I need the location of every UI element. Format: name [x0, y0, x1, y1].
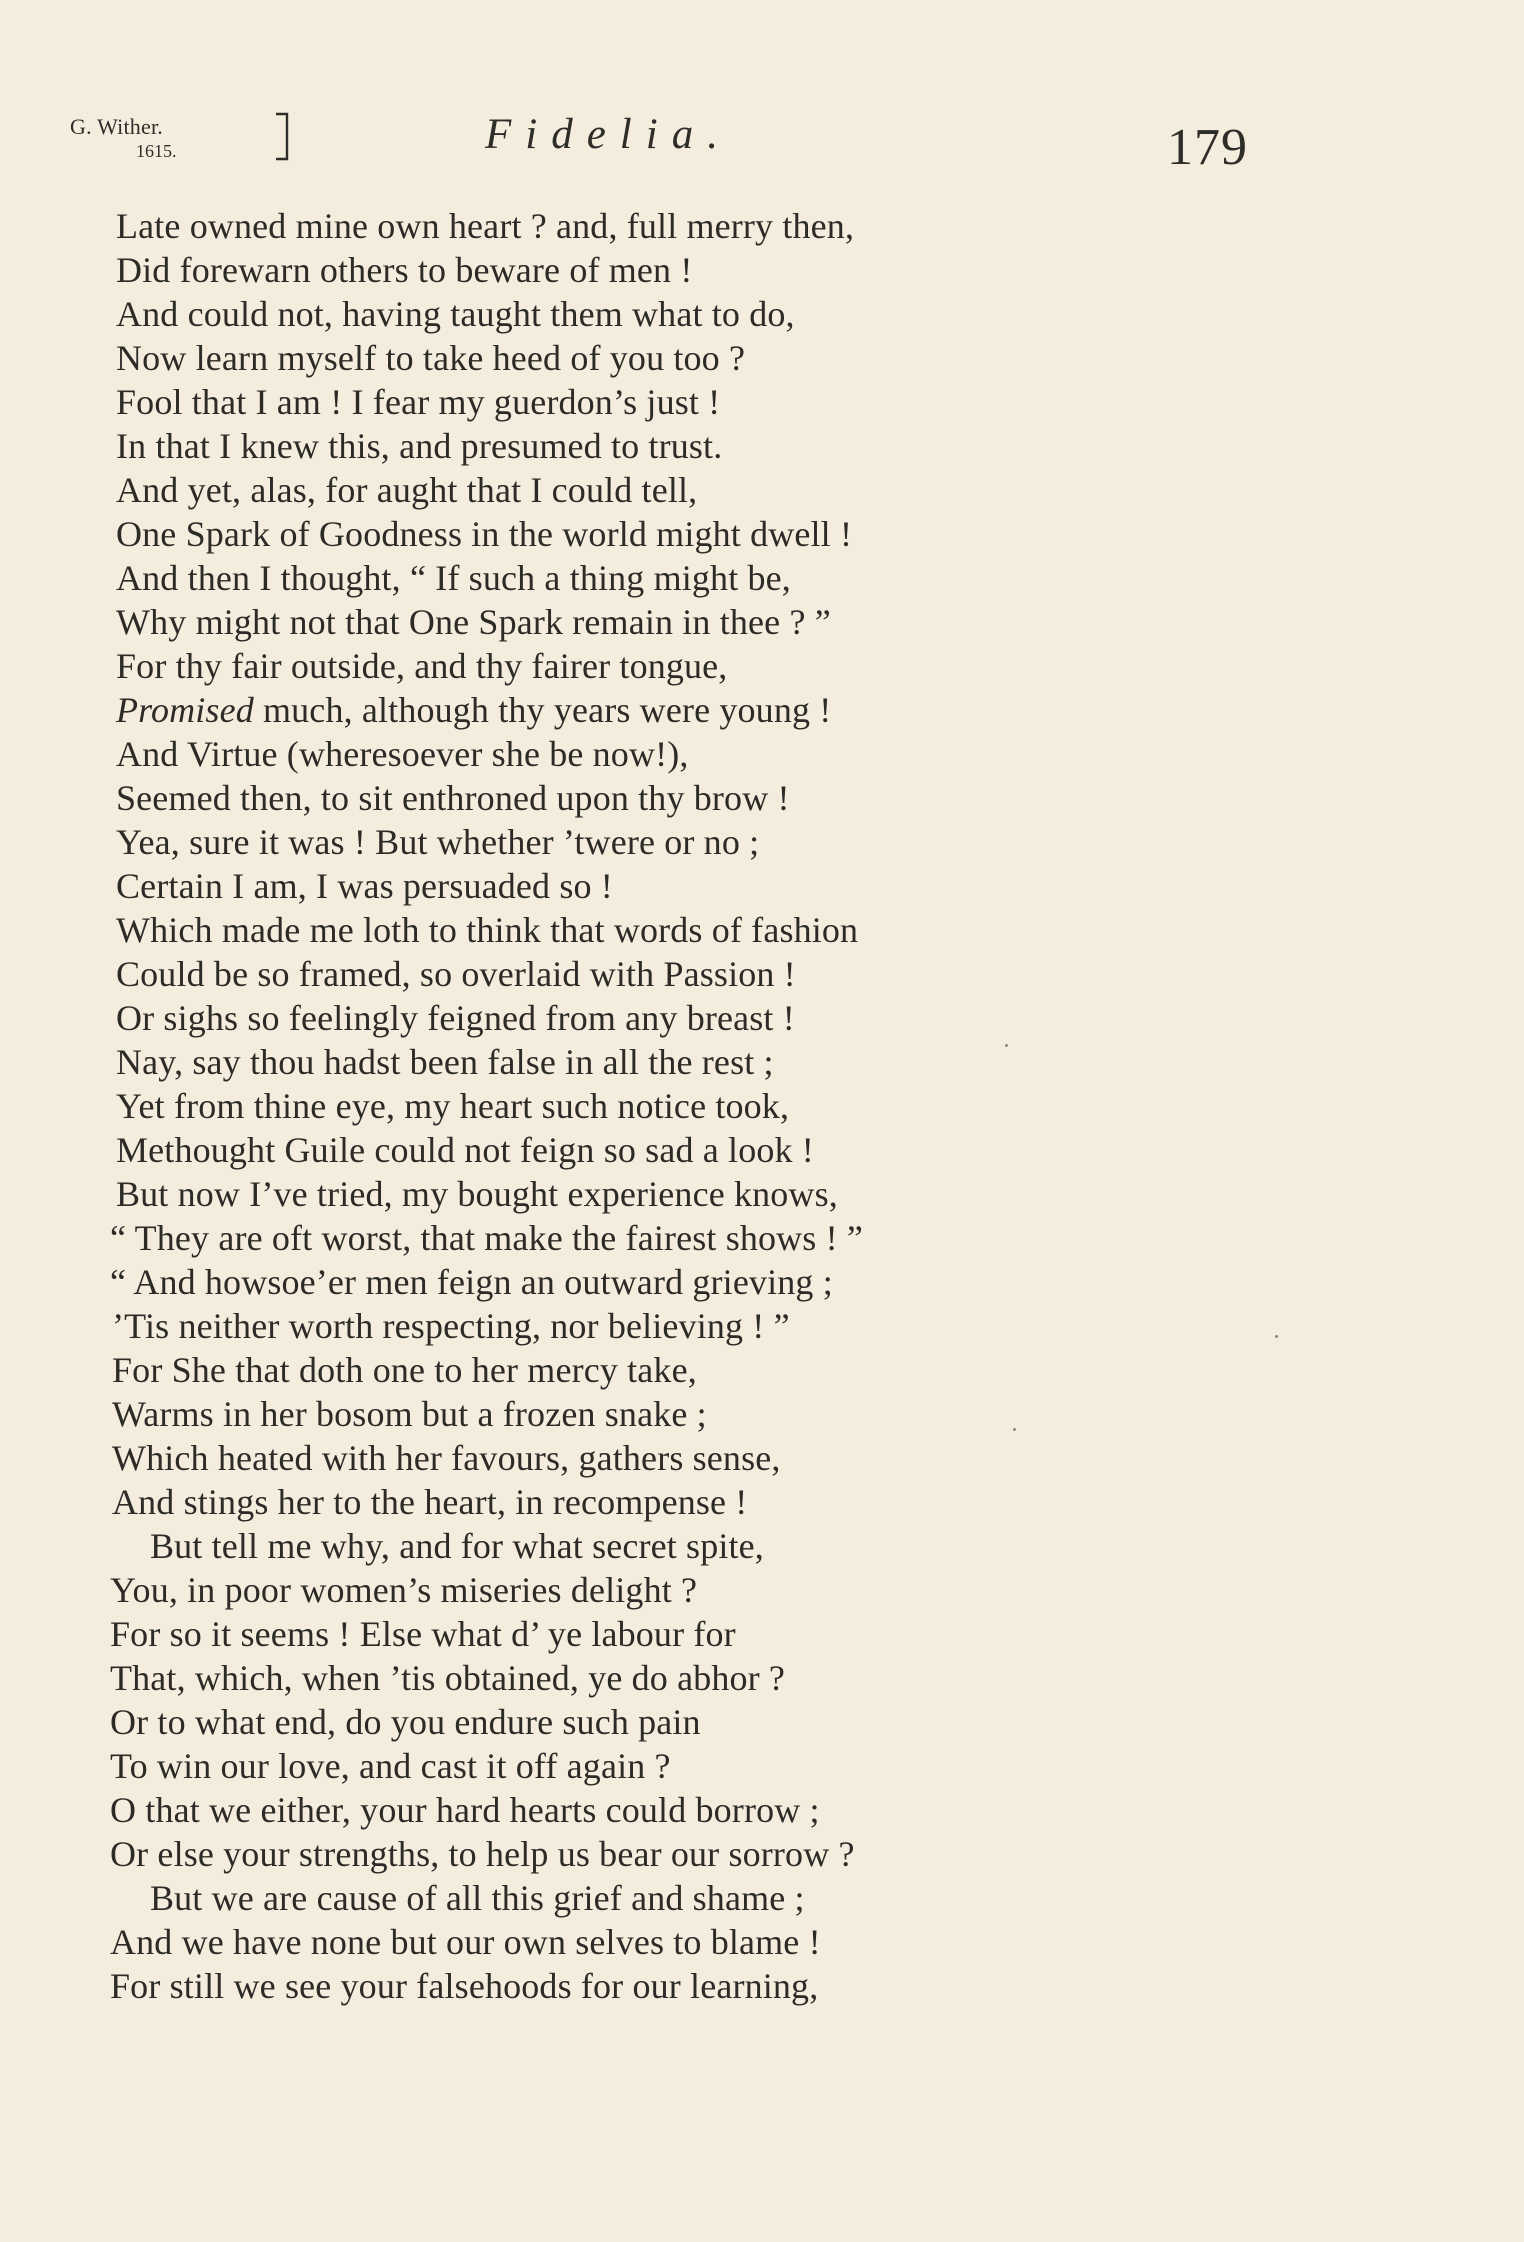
poem-line-21: Yet from thine eye, my heart such notice took,	[116, 1086, 790, 1126]
poem-line-30: And stings her to the heart, in recompense !	[112, 1482, 748, 1522]
poem-line-12-rest: much, although thy years were young !	[253, 690, 832, 730]
poem-line-12	[116, 692, 831, 728]
poem-line-2: Did forewarn others to beware of men !	[116, 250, 693, 290]
poem-line-8: One Spark of Goodness in the world might dwell !	[116, 514, 853, 554]
poem-line-39: But we are cause of all this grief and shame ;	[150, 1878, 805, 1918]
poem-line-3: And could not, having taught them what to do,	[116, 294, 795, 334]
poem-line-4: Now learn myself to take heed of you too ?	[116, 338, 746, 378]
poem-line-35: Or to what end, do you endure such pain	[110, 1702, 701, 1742]
poem-line-29: Which heated with her favours, gathers sense,	[112, 1438, 781, 1478]
poem-line-11: For thy fair outside, and thy fairer tongue,	[116, 646, 728, 686]
poem-line-7: And yet, alas, for aught that I could tell,	[116, 470, 698, 510]
poem-line-10: Why might not that One Spark remain in thee ? ”	[116, 602, 831, 642]
poem-line-18: Could be so framed, so overlaid with Passion !	[116, 954, 796, 994]
poem-line-13: And Virtue (wheresoever she be now!),	[116, 734, 689, 774]
poem-line-40: And we have none but our own selves to blame !	[110, 1922, 821, 1962]
poem-line-36: To win our love, and cast it off again ?	[110, 1746, 671, 1786]
poem-line-15: Yea, sure it was ! But whether ’twere or no ;	[116, 822, 760, 862]
poem-line-22: Methought Guile could not feign so sad a look !	[116, 1130, 814, 1170]
page-number: 179	[1167, 119, 1248, 176]
poem-line-20: Nay, say thou hadst been false in all the rest ;	[116, 1042, 774, 1082]
poem-line-32: You, in poor women’s miseries delight ?	[110, 1570, 698, 1610]
poem-line-17: Which made me loth to think that words of fashion	[116, 910, 859, 950]
emphasized-word: Promised	[116, 690, 254, 730]
poem-line-33: For so it seems ! Else what d’ ye labour for	[110, 1614, 736, 1654]
print-speck	[1013, 1428, 1016, 1431]
poem-line-27: For She that doth one to her mercy take,	[112, 1350, 697, 1390]
poem-line-1: Late owned mine own heart ? and, full merry then,	[116, 206, 855, 246]
poem-line-14: Seemed then, to sit enthroned upon thy brow !	[116, 778, 790, 818]
poem-line-34: That, which, when ’tis obtained, ye do abhor ?	[110, 1658, 786, 1698]
publication-year: 1615.	[136, 141, 177, 161]
poem-line-28: Warms in her bosom but a frozen snake ;	[112, 1394, 707, 1434]
poem-line-41: For still we see your falsehoods for our learning,	[110, 1966, 819, 2006]
poem-line-26: ’Tis neither worth respecting, nor believing ! ”	[112, 1306, 790, 1346]
poem-line-23: But now I’ve tried, my bought experience knows,	[116, 1174, 838, 1214]
poem-line-9: And then I thought, “ If such a thing might be,	[116, 558, 791, 598]
running-title: Fidelia.	[485, 111, 732, 158]
print-speck	[1275, 1335, 1278, 1338]
poem-line-5: Fool that I am ! I fear my guerdon’s just !	[116, 382, 721, 422]
poem-line-31: But tell me why, and for what secret spite,	[150, 1526, 764, 1566]
print-speck	[1005, 1044, 1008, 1047]
author-name: G. Wither.	[70, 114, 163, 139]
poem-line-24: “ They are oft worst, that make the fairest shows ! ”	[110, 1218, 864, 1258]
poem-line-6: In that I knew this, and presumed to trust.	[116, 426, 723, 466]
poem-line-16: Certain I am, I was persuaded so !	[116, 866, 613, 906]
poem-line-38: Or else your strengths, to help us bear our sorrow ?	[110, 1834, 855, 1874]
poem-line-25: “ And howsoe’er men feign an outward grieving ;	[110, 1262, 833, 1302]
poem-line-37: O that we either, your hard hearts could borrow ;	[110, 1790, 820, 1830]
poem-line-19: Or sighs so feelingly feigned from any breast !	[116, 998, 795, 1038]
